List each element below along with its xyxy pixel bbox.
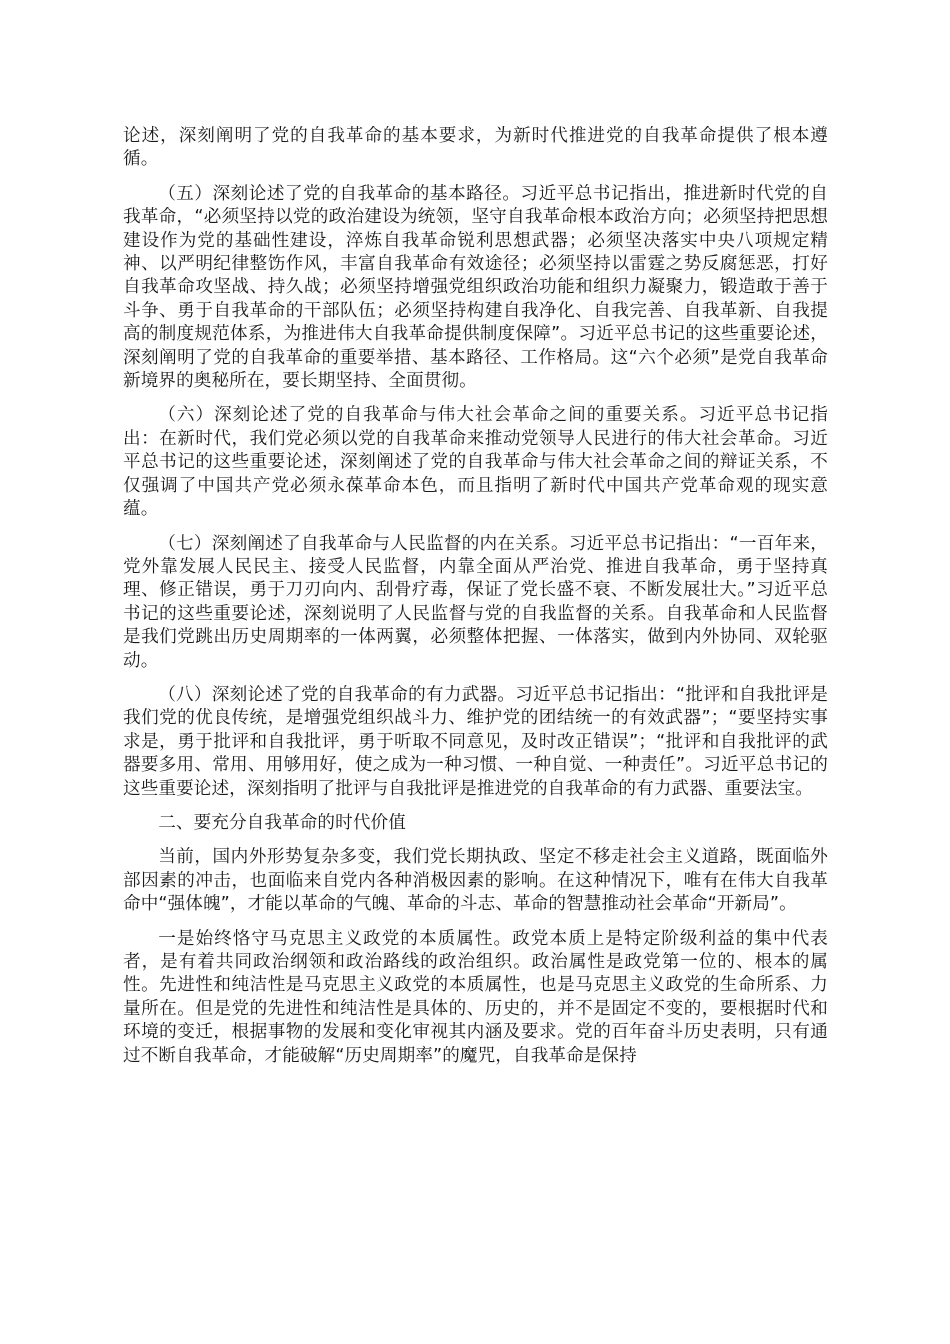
section-heading-2: 二、要充分自我革命的时代价值 — [158, 812, 406, 833]
document-page — [123, 125, 828, 1079]
paragraph-section-5: （五）深刻论述了党的自我革命的基本路径。习近平总书记指出，推进新时代党的自我革命，“必须坚持以党的政治建设为统领，坚守自我革命根本政治方向；必须坚持把思想建设作为党的基础性建设，淬炼自我革命锐利思想武器；必须坚决落实中央八项规定精神、以严明纪律整饬作风，丰富自我革命有效途径；必须坚持以雷霆之势反腐惩恶，打好自我革命攻坚战、持久战；必须坚持增强党组织政治功能和组织力凝聚力，锻造敢于善于斗争、勇于自我革命的干部队伍；必须坚持构建自我净化、自我完善、自我革新、自我提高的制度规范体系，为推进伟大自我革命提供制度保障”。习近平总书记的这些重要论述，深刻阐明了党的自我革命的重要举措、基本路径、工作格局。这“六个必须”是党自我革命新境界的奥秘所在，要长期坚持、全面贯彻。 — [123, 183, 828, 392]
paragraph-current-situation: 当前，国内外形势复杂多变，我们党长期执政、坚定不移走社会主义道路，既面临外部因素的冲击，也面临来自党内各种消极因素的影响。在这种情况下，唯有在伟大自我革命中“强体魄”，才能以革命的气魄、革命的斗志、革命的智慧推动社会革命“开新局”。 — [123, 847, 828, 915]
paragraph-section-7: （七）深刻阐述了自我革命与人民监督的内在关系。习近平总书记指出：“一百年来，党外靠发展人民民主、接受人民监督，内靠全面从严治党、推进自我革命，勇于坚持真理、修正错误，勇于刀刃向内、刮骨疗毒，保证了党长盛不衰、不断发展壮大。”习近平总书记的这些重要论述，深刻说明了人民监督与党的自我监督的关系。自我革命和人民监督是我们党跳出历史周期率的一体两翼，必须整体把握、一体落实，做到内外协同、双轮驱动。 — [123, 533, 828, 671]
paragraph-section-8: （八）深刻论述了党的自我革命的有力武器。习近平总书记指出：“批评和自我批评是我们党的优良传统，是增强党组织战斗力、维护党的团结统一的有效武器”；“要坚持实事求是，勇于批评和自我批评，勇于听取不同意见，及时改正错误”；“批评和自我批评的武器要多用、常用、用够用好，使之成为一种习惯、一种自觉、一种责任”。习近平总书记的这些重要论述，深刻指明了批评与自我批评是推进党的自我革命的有力武器、重要法宝。 — [123, 684, 828, 799]
paragraph-point-one: 一是始终恪守马克思主义政党的本质属性。政党本质上是特定阶级利益的集中代表者，是有着共同政治纲领和政治路线的政治组织。政治属性是政党第一位的、根本的属性。先进性和纯洁性是马克思主义政党的本质属性，也是马克思主义政党的生命所系、力量所在。但是党的先进性和纯洁性是具体的、历史的，并不是固定不变的，要根据时代和环境的变迁，根据事物的发展和变化审视其内涵及要求。党的百年奋斗历史表明，只有通过不断自我革命，才能破解“历史周期率”的魔咒，自我革命是保持 — [123, 928, 828, 1066]
paragraph-section-6: （六）深刻论述了党的自我革命与伟大社会革命之间的重要关系。习近平总书记指出：在新时代，我们党必须以党的自我革命来推动党领导人民进行的伟大社会革命。习近平总书记的这些重要论述，深刻阐述了党的自我革命与伟大社会革命之间的辩证关系，不仅强调了中国共产党必须永葆革命本色，而且指明了新时代中国共产党革命观的现实意蕴。 — [123, 405, 828, 520]
paragraph-continuation: 论述，深刻阐明了党的自我革命的基本要求，为新时代推进党的自我革命提供了根本遵循。 — [123, 126, 828, 170]
